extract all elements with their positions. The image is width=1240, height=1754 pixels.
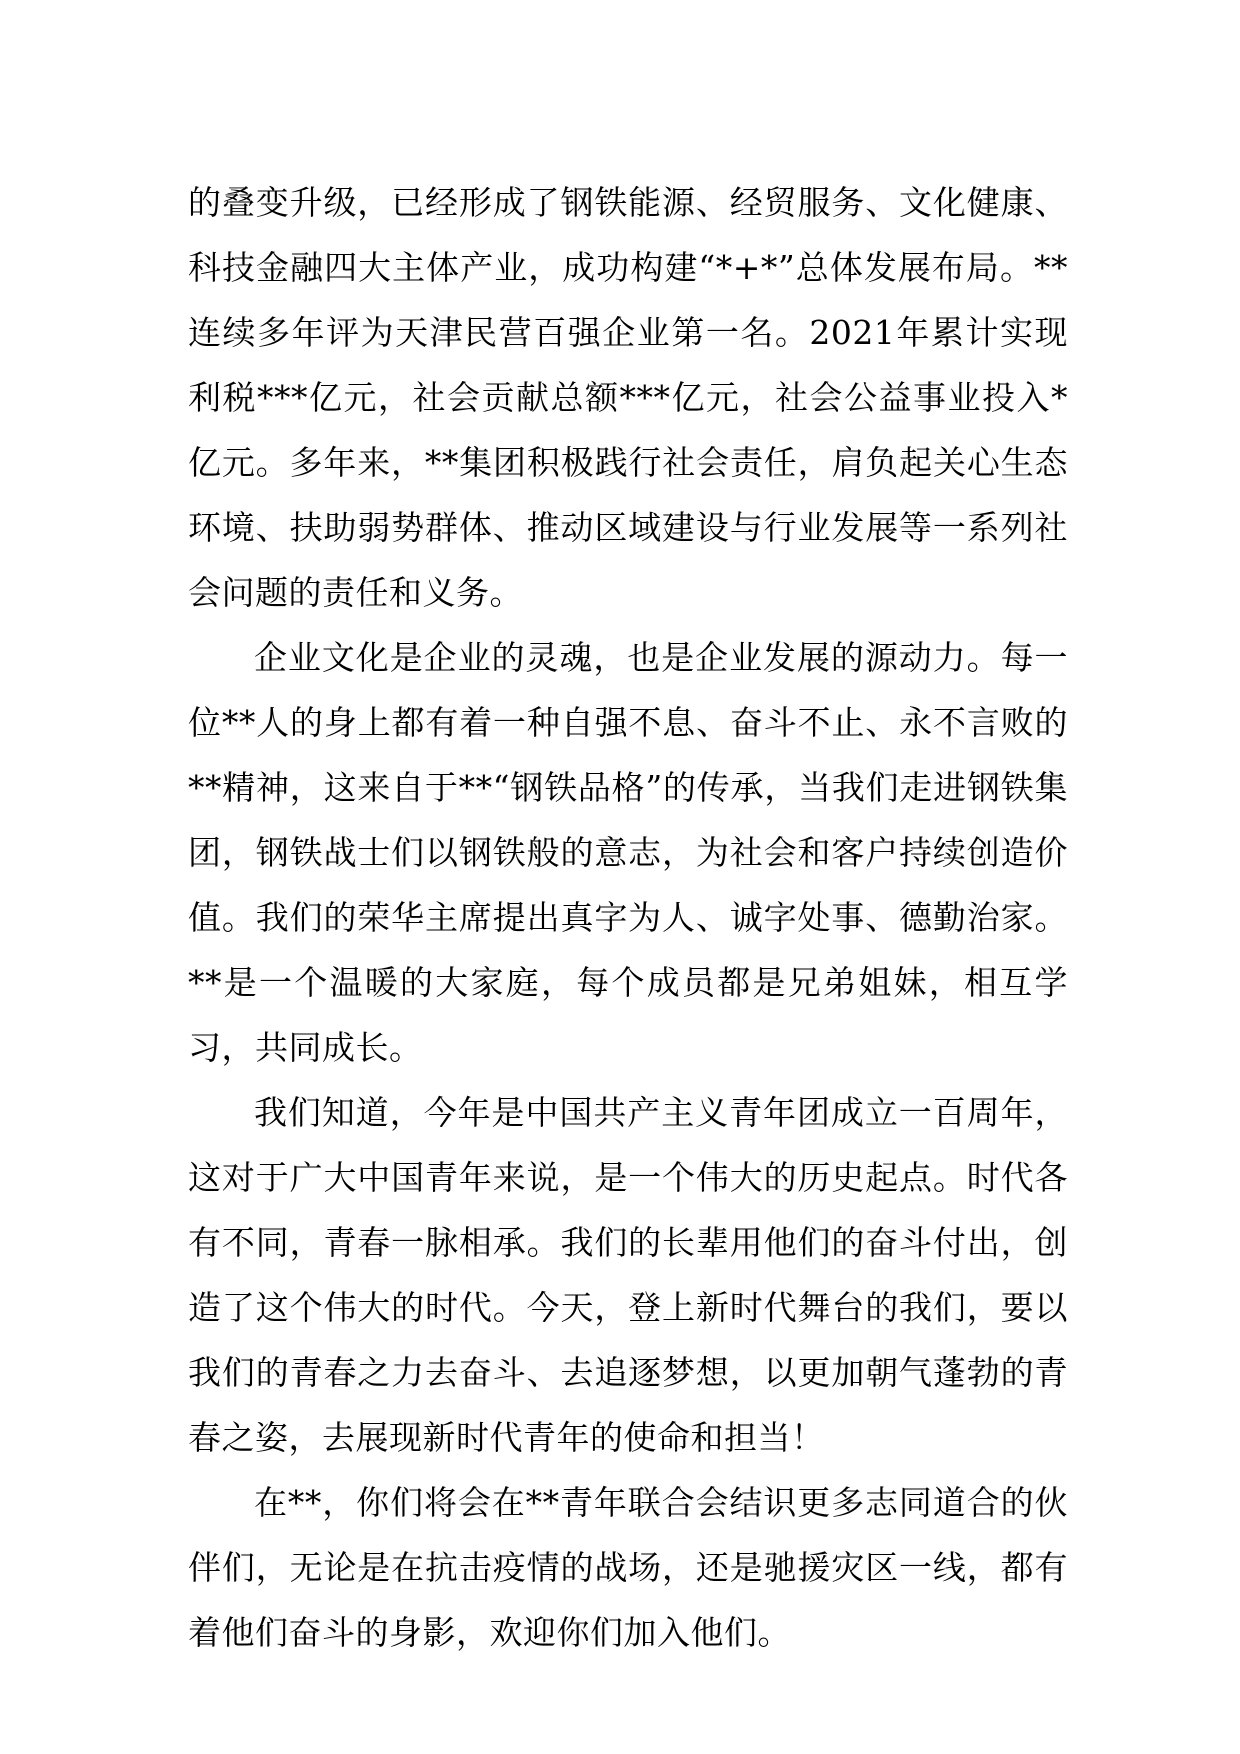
- paragraph-3: 我们知道，今年是中国共产主义青年团成立一百周年，这对于广大中国青年来说，是一个伟大的历史起点。时代各有不同，青春一脉相承。我们的长辈用他们的奋斗付出，创造了这个伟大的时代。今天，登上新时代舞台的我们，要以我们的青春之力去奋斗、去追逐梦想，以更加朝气蓬勃的青春之姿，去展现新时代青年的使命和担当！: [188, 1093, 1068, 1457]
- paragraph-4: 在**，你们将会在**青年联合会结识更多志同道合的伙伴们，无论是在抗击疫情的战场，还是驰援灾区一线，都有着他们奋斗的身影，欢迎你们加入他们。: [188, 1483, 1068, 1652]
- paragraph-1: 的叠变升级，已经形成了钢铁能源、经贸服务、文化健康、科技金融四大主体产业，成功构建“*+*”总体发展布局。**连续多年评为天津民营百强企业第一名。2021年累计实现利税***亿元，社会贡献总额***亿元，社会公益事业投入*亿元。多年来，**集团积极践行社会责任，肩负起关心生态环境、扶助弱势群体、推动区域建设与行业发展等一系列社会问题的责任和义务。: [188, 183, 1068, 612]
- document-body: [188, 170, 1068, 1665]
- paragraph-2: 企业文化是企业的灵魂，也是企业发展的源动力。每一位**人的身上都有着一种自强不息、奋斗不止、永不言败的**精神，这来自于**“钢铁品格”的传承，当我们走进钢铁集团，钢铁战士们以钢铁般的意志，为社会和客户持续创造价值。我们的荣华主席提出真字为人、诚字处事、德勤治家。**是一个温暖的大家庭，每个成员都是兄弟姐妹，相互学习，共同成长。: [188, 638, 1068, 1067]
